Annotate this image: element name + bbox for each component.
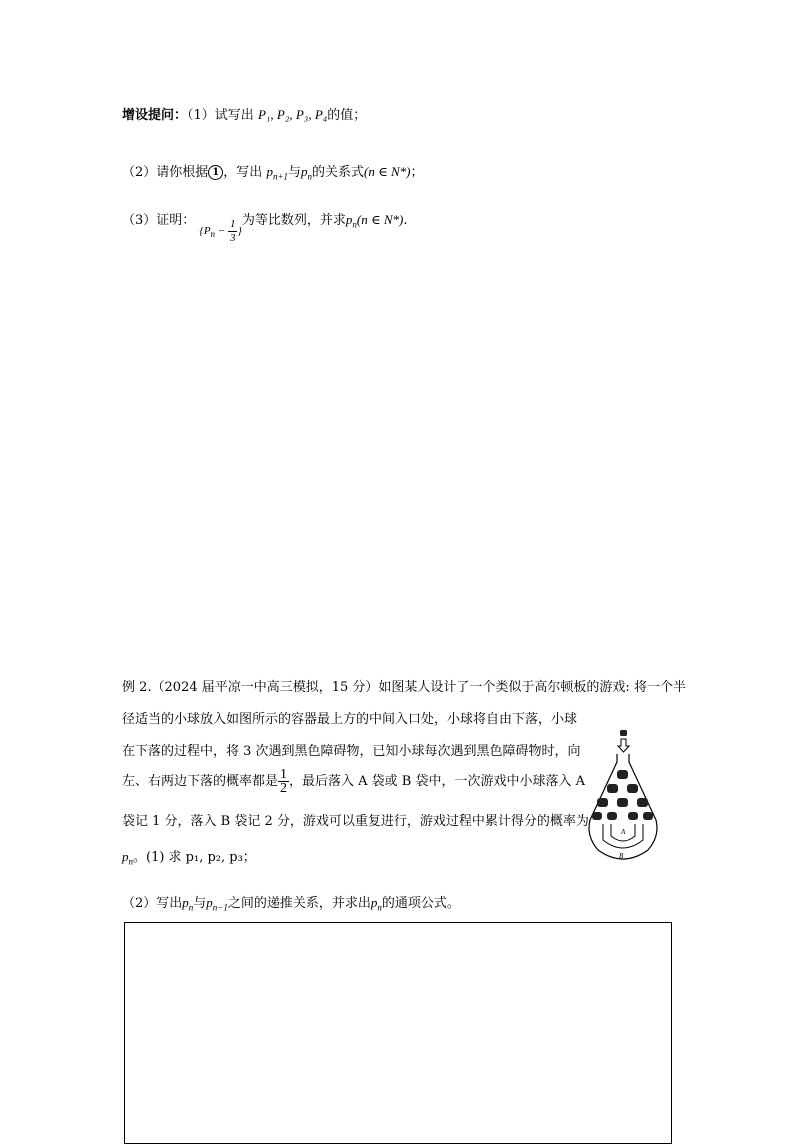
- obstacle: [592, 812, 602, 820]
- line7-b: 与: [193, 896, 207, 911]
- line7-p-sub: n: [188, 902, 194, 913]
- q1-math: P₁, P₂, P₃, P₄: [257, 107, 328, 122]
- example-line-4: [122, 768, 585, 795]
- obstacle: [607, 812, 617, 820]
- obstacle: [637, 798, 648, 807]
- q1-label: 增设提问：: [122, 108, 188, 123]
- one-half-fraction: [278, 768, 289, 795]
- q3-frac-den: 3: [229, 232, 236, 244]
- q3-set: [199, 218, 242, 244]
- q3-p-sub: n: [352, 219, 357, 230]
- half-den: 2: [280, 781, 288, 796]
- line7-r-sub: n: [377, 902, 382, 913]
- q2-end: ；: [410, 165, 424, 180]
- example-line-6: [122, 846, 256, 867]
- obstacle: [643, 812, 653, 820]
- example-line-3: 在下落的过程中，将 3 次遇到黑色障碍物，已知小球每次遇到黑色障碍物时，向: [122, 744, 581, 759]
- down-arrow-icon: [618, 739, 629, 752]
- half-num: 1: [280, 767, 288, 782]
- line7-c: 之间的递推关系，并求出: [227, 896, 371, 911]
- q3-frac-num: 1: [229, 218, 236, 230]
- q1-tail: 的值；: [327, 108, 367, 123]
- line7-p-letter: p: [182, 895, 189, 910]
- entry-ball: [620, 730, 627, 736]
- q2-mid1: ，写出: [223, 165, 263, 180]
- q2-p-next-sub: n+1: [272, 171, 289, 182]
- example-line-1: 例 2.（2024 届平凉一中高三模拟，15 分）如图某人设计了一个类似于高尔顿板的游戏: 将一个半: [122, 680, 686, 695]
- example-line-2: 径适当的小球放入如图所示的容器最上方的中间入口处，小球将自由下落，小球: [122, 712, 578, 727]
- obstacle: [617, 770, 628, 779]
- q2-head: （2）请你根据: [122, 165, 209, 180]
- q3-set-sub: n: [210, 229, 216, 240]
- circled-one: 1: [208, 165, 223, 180]
- label-a: A: [621, 828, 626, 836]
- line7-q-sub: n−1: [212, 902, 228, 913]
- q3-mid: 为等比数列，并求: [241, 213, 346, 229]
- line6-p-letter: p: [122, 849, 129, 864]
- q3-domain: (n ∈ N*): [356, 212, 404, 228]
- obstacle: [627, 784, 638, 793]
- q2-p: [301, 164, 313, 182]
- line6-p-sub: n: [128, 856, 133, 867]
- obstacle: [617, 798, 628, 807]
- line7-r: [370, 895, 382, 913]
- q3-p: [345, 212, 357, 230]
- q3-minus: −: [215, 225, 226, 238]
- q3-set-close: }: [237, 225, 242, 238]
- question-3: [122, 208, 408, 244]
- q3-end: .: [403, 213, 408, 229]
- obstacle: [607, 784, 618, 793]
- line6-p: [122, 849, 133, 867]
- line7-q: [206, 895, 228, 913]
- line7-p: [182, 895, 194, 913]
- q2-p-next-letter: p: [266, 164, 273, 179]
- line4-b: ，最后落入 A 袋或 B 袋中，一次游戏中小球落入 A: [289, 774, 586, 789]
- obstacle: [597, 798, 608, 807]
- line4-a: 左、右两边下落的概率都是: [122, 774, 279, 789]
- line7-r-letter: p: [370, 895, 378, 910]
- q2-domain: (n ∈ N*): [364, 164, 411, 179]
- question-1: [122, 104, 366, 123]
- q2-mid2: 与: [288, 165, 302, 180]
- line6-a: 。(1) 求 p₁, p₂, p₃；: [133, 850, 256, 865]
- question-2: [122, 161, 424, 182]
- q2-tail: 的关系式: [312, 165, 365, 180]
- galton-board-figure: [584, 728, 662, 864]
- line7-d: 的通项公式。: [381, 896, 460, 911]
- example-line-7: [122, 892, 460, 913]
- obstacle: [628, 812, 638, 820]
- q3-p-letter: p: [345, 212, 353, 228]
- q2-p-letter: p: [301, 164, 308, 179]
- answer-box[interactable]: [124, 922, 672, 1144]
- q2-p-sub: n: [307, 171, 313, 182]
- q2-p-next: [266, 164, 289, 182]
- q1-number: （1）试写出: [187, 108, 254, 123]
- q3-head: （3）证明：: [122, 213, 196, 229]
- label-b: B: [619, 852, 624, 860]
- example-line-5: 袋记 1 分，落入 B 袋记 2 分，游戏可以重复进行，游戏过程中累计得分的概率为: [122, 814, 589, 829]
- line7-a: （2）写出: [122, 896, 183, 911]
- q3-set-open: {P: [199, 225, 211, 238]
- line7-q-letter: p: [206, 895, 213, 910]
